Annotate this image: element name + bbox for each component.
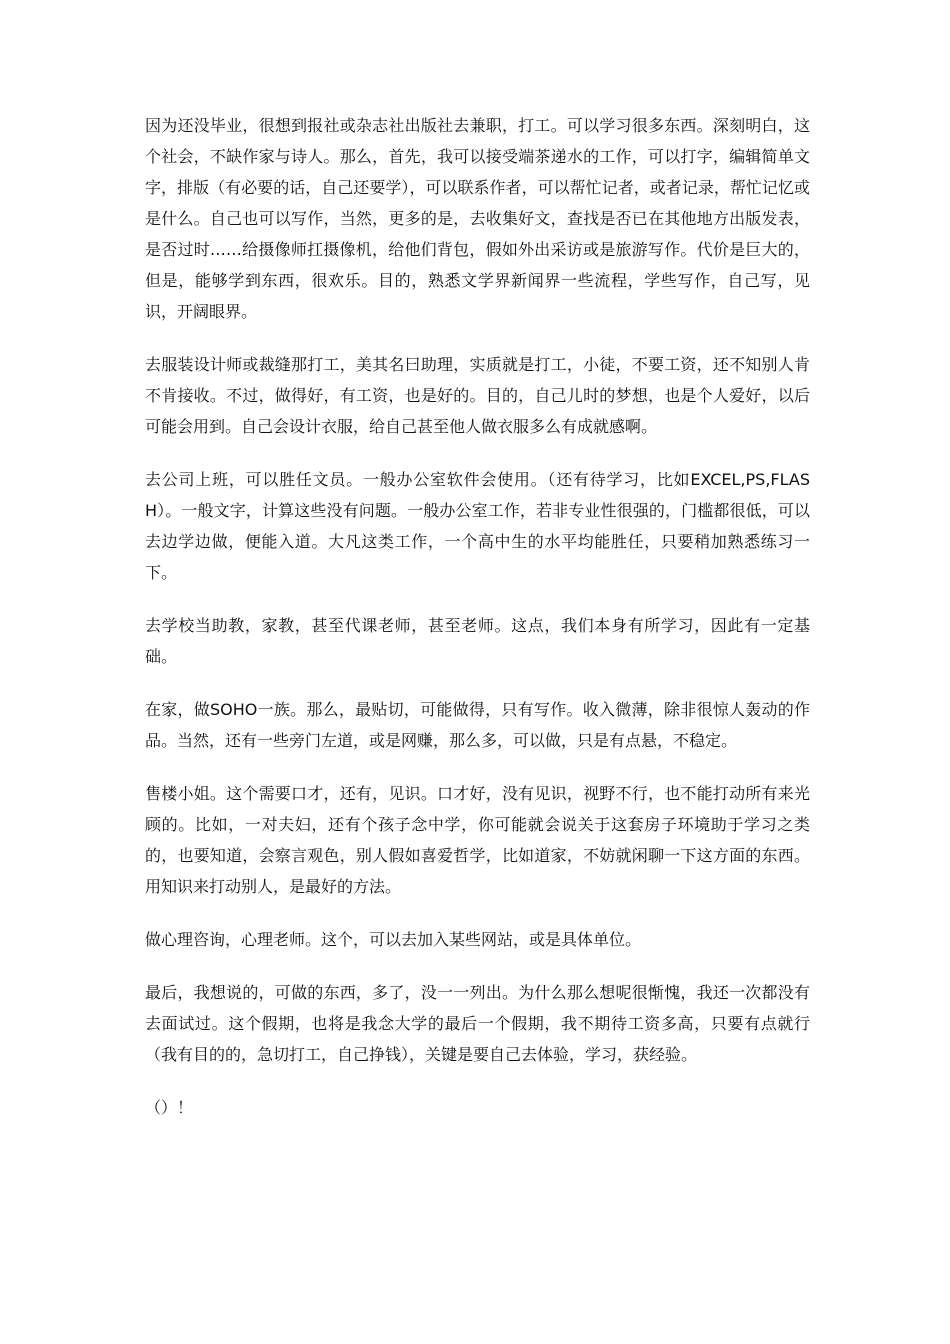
paragraph-counseling: 做心理咨询，心理老师。这个，可以去加入某些网站，或是具体单位。 [145,930,642,949]
paragraph-office-clerk: 去公司上班，可以胜任文员。一般办公室软件会使用。（还有待学习，比如EXCEL,PS,FLASH）。一般文字，计算这些没有问题。一般办公室工作，若非专业性很强的，门槛都很低，可以去边学边做，便能入道。大凡这类工作，一个高中生的水平均能胜任，只要稍加熟悉练习一下。 [145,470,810,582]
closing-mark: （）！ [145,1098,194,1117]
paragraph-soho: 在家，做SOHO一族。那么，最贴切，可能做得，只有写作。收入微薄，除非很惊人轰动的作品。当然，还有一些旁门左道，或是网赚，那么多，可以做，只是有点悬，不稳定。 [145,700,810,750]
paragraph-conclusion: 最后，我想说的，可做的东西，多了，没一一列出。为什么那么想呢很惭愧，我还一次都没有去面试过。这个假期，也将是我念大学的最后一个假期，我不期待工资多高，只要有点就行（我有目的的，急切打工，自己挣钱），关键是要自己去体验，学习，获经验。 [145,983,810,1064]
paragraph-sales: 售楼小姐。这个需要口才，还有，见识。口才好，没有见识，视野不行，也不能打动所有来光顾的。比如，一对夫妇，还有个孩子念中学，你可能就会说关于这套房子环境助于学习之类的，也要知道，会察言观色，别人假如喜爱哲学，比如道家，不妨就闲聊一下这方面的东西。用知识来打动别人，是最好的方法。 [145,784,810,896]
paragraph-teaching-assistant: 去学校当助教，家教，甚至代课老师，甚至老师。这点，我们本身有所学习，因此有一定基础。 [145,616,810,666]
paragraph-fashion-assistant: 去服装设计师或裁缝那打工，美其名曰助理，实质就是打工，小徒，不要工资，还不知别人肯不肯接收。不过，做得好，有工资，也是好的。目的，自己儿时的梦想，也是个人爱好，以后可能会用到。自己会设计衣服，给自己甚至他人做衣服多么有成就感啊。 [145,355,810,436]
paragraph-newspaper-job: 因为还没毕业，很想到报社或杂志社出版社去兼职，打工。可以学习很多东西。深刻明白，这个社会，不缺作家与诗人。那么，首先，我可以接受端茶递水的工作，可以打字，编辑简单文字，排版（有必要的话，自己还要学），可以联系作者，可以帮忙记者，或者记录，帮忙记忆或是什么。自己也可以写作，当然，更多的是，去收集好文，查找是否已在其他地方出版发表，是否过时……给摄像师扛摄像机，给他们背包，假如外出采访或是旅游写作。代价是巨大的，但是，能够学到东西，很欢乐。目的，熟悉文学界新闻界一些流程，学些写作，自己写，见识，开阔眼界。 [145,116,810,321]
document-body [145,110,810,1123]
